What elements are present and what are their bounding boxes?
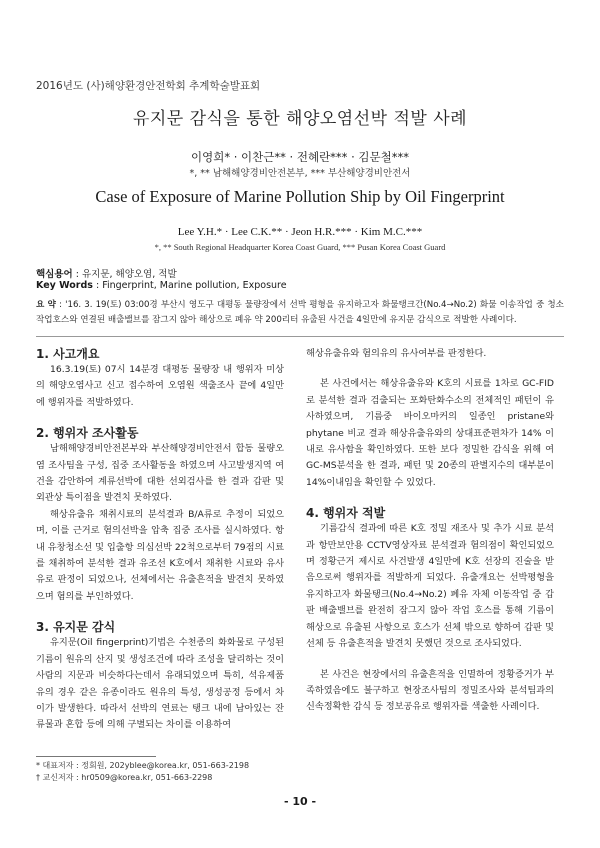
keywords-korean-value: : 유지문, 해양오염, 적발	[72, 269, 177, 280]
affiliation-korean: *, ** 남해해양경비안전본부, *** 부산해양경비안전서	[189, 168, 411, 179]
left-column	[36, 346, 284, 734]
section-4-heading: 4. 행위자 적발	[306, 506, 386, 521]
section-3-heading: 3. 유지문 감식	[36, 620, 116, 635]
footnote-2: † 교신저자 : hr0509@korea.kr, 051-663-2298	[36, 773, 213, 782]
section-3-paragraph-2: 본 사건에서는 해상유출유와 K호의 시료를 1차로 GC-FID로 분석한 결과 검출되는 포화탄화수소의 전체적인 패턴이 유사하였으며, 기름중 바이오마커의 일종인 pristane와 phytane 비교 결과 해상유출유와의 상대표준편차가 14% 이내로 유사함을 확인하였다. 또한 보다 정밀한 감식을 위해 여 GC-MS분석을 한 결과, 패턴 및 20종의 판별지수의 대부분이 14%이내임을 확인할 수 있었다.	[306, 378, 554, 488]
section-2-heading: 2. 행위자 조사활동	[36, 426, 139, 441]
paper-title-korean: 유지문 감식을 통한 해양오염선박 적발 사례	[132, 109, 468, 129]
page-number: - 10 -	[283, 795, 317, 808]
authors-korean: 이영희* · 이찬근** · 전혜란*** · 김문철***	[191, 150, 409, 164]
abstract-text: : '16. 3. 19(토) 03:00경 부산시 영도구 대평동 물량장에서 선박 평형을 유지하고자 화물탱크간(No.4→No.2) 화물 이송작업 중 청소작업호스와 연결된 배출밸브를 잠그지 않아 해상으로 폐유 약 200리터 유출된 사건을 4일만에 유지문 감식으로 적발한 사례이다.	[36, 300, 564, 325]
section-1-paragraph: 16.3.19(토) 07시 14분경 대평동 물량장 내 행위자 미상의 해양오염사고 신고 접수하여 오염원 색출조사 끝에 4일만에 행위자를 적발하였다.	[36, 364, 284, 408]
section-divider	[36, 336, 564, 337]
section-4-paragraph-1: 기름감식 결과에 따른 K호 정밀 재조사 및 추가 시료 분석과 항만보안용 CCTV영상자료 분석결과 혐의점이 확인되었으며 정황근거 제시로 사건발생 4일만에 K호 선장의 진술을 받음으로써 행위자를 적발하게 되었다. 유출개요는 선박평형을 유지하고자 화물탱크(No.4→No.2) 폐유 자체 이동작업 중 갑판 배출밸브를 완전히 잠그지 않아 작업 호스를 통해 기름이 해상으로 유출된 사항으로 호스가 선체 밖으로 향하여 갑판 및 선체 등 유출흔적을 발견치 못했던 것으로 조사되었다.	[306, 523, 554, 650]
abstract-label: 요 약	[36, 300, 56, 310]
keywords-english-value: : Fingerprint, Marine pollution, Exposure	[92, 280, 287, 291]
footnote-divider	[36, 756, 156, 757]
section-1-heading: 1. 사고개요	[36, 347, 100, 361]
footnote-1: * 대표저자 : 정회원, 202yblee@korea.kr, 051-663-2198	[36, 761, 250, 770]
section-3-paragraph-1-continued: 해상유출유와 혐의유의 유사여부를 판정한다.	[306, 348, 487, 359]
keywords-english	[36, 280, 287, 291]
footnotes	[36, 760, 284, 784]
section-3-paragraph-1: 유지문(Oil fingerprint)기법은 수천종의 화화물로 구성된 기름이 원유의 산지 및 생성조건에 따라 조성을 달리하는 것이 사람의 지문과 비슷하다는데서 유래되었으며 특히, 석유제품유의 경우 같은 유종이라도 원유의 특성, 생성공정 등에서 차이가 발생한다. 따라서 선박의 연료는 탱크 내에 남아있는 잔류물과 혼합 등에 의해 구별되는 차이를 이용하여	[36, 637, 284, 731]
keywords-korean	[36, 266, 177, 280]
section-4-paragraph-2: 본 사건은 현장에서의 유출흔적을 인멸하여 정황증거가 부족하였음에도 불구하고 현장조사팀의 정밀조사와 분석팀과의 신속정확한 감식 등 정보공유로 행위자를 색출한 사례이다.	[306, 668, 554, 713]
affiliation-english: *, ** South Regional Headquarter Korea Coast Guard, *** Pusan Korea Coast Guard	[154, 242, 446, 252]
keywords-english-label: Key Words	[36, 280, 93, 291]
section-2-paragraph-2: 해상유출유 채취시료의 분석결과 B/A류로 추정이 되었으며, 이를 근거로 혐의선박을 압축 집중 조사를 실시하였다. 항내 유창청소선 및 입출항 의심선박 22척으로부터 79점의 시료를 채취하여 분석한 결과 유조선 K호에서 채취한 시료와 유사유로 판정이 되었으나, 선체에서는 유출흔적을 발견치 못하였으며 혐의를 부인하였다.	[36, 508, 284, 602]
right-column	[306, 346, 554, 716]
abstract	[36, 298, 564, 328]
keywords-korean-label: 핵심용어	[36, 269, 73, 280]
authors-english: Lee Y.H.* · Lee C.K.** · Jeon H.R.*** · Kim M.C.***	[177, 226, 423, 238]
section-2-paragraph-1: 남해해양경비안전본부와 부산해양경비안전서 합동 물량오염 조사팀을 구성, 집중 조사활동을 하였으며 사고발생지역 여건을 감안하여 계류선박에 대한 선외검사를 한 결과 갑판 및 외관상 특이점을 발견치 못하였다.	[36, 443, 284, 504]
conference-header: 2016년도 (사)해양환경안전학회 추계학술발표회	[36, 80, 261, 92]
paper-title-english: Case of Exposure of Marine Pollution Ship by Oil Fingerprint	[95, 187, 505, 206]
